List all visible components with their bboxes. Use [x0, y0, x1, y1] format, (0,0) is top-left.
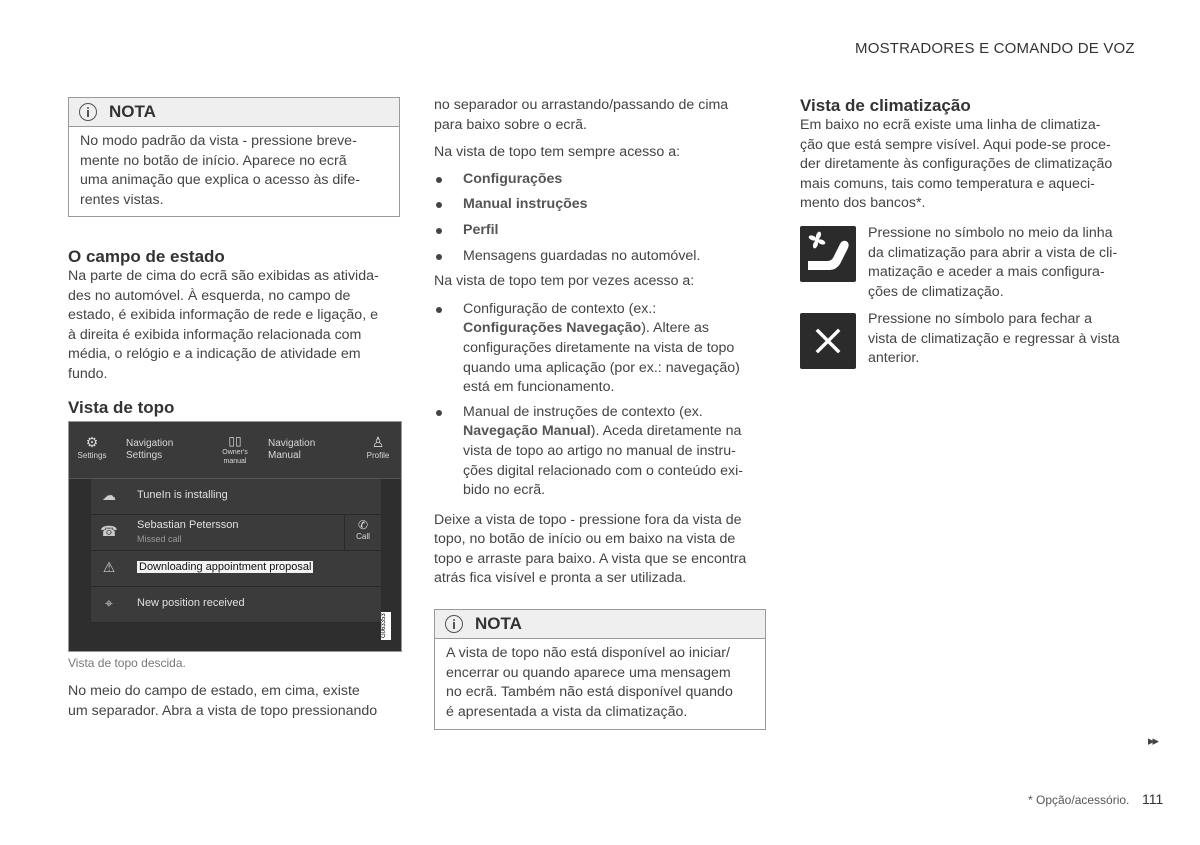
text-line: anterior. — [868, 350, 920, 367]
note-body — [69, 127, 399, 218]
text-line: para baixo sobre o ecrã. — [434, 116, 588, 133]
text-line: um separador. Abra a vista de topo pressionando — [68, 702, 378, 719]
note-line: mente no botão de início. Aparece no ecrã — [80, 152, 347, 169]
continue-arrows-icon: ▸▸ — [1148, 733, 1158, 748]
text-line: No meio do campo de estado, em cima, existe — [68, 683, 360, 699]
footnote: * Opção/acessório. — [1028, 793, 1130, 807]
top-view-tiles — [69, 422, 401, 479]
text-line: mais comuns, tais como temperatura e aqueci- — [800, 175, 1095, 192]
gear-icon: ⚙ — [85, 434, 99, 450]
text-line — [463, 319, 774, 339]
position-icon: ⌖ — [105, 595, 113, 611]
bold-term: Configurações Navegação — [463, 320, 642, 337]
bullet-configuracoes: Configurações — [434, 170, 774, 190]
bullet-manual-contexto — [434, 403, 774, 501]
note-body — [435, 639, 765, 730]
call-label: Call — [356, 532, 370, 541]
note-line: uma animação que explica o acesso às dife- — [80, 172, 360, 189]
text-line: da climatização para abrir a vista de cli- — [868, 244, 1118, 261]
row-text: Downloading appointment proposal — [139, 561, 312, 573]
text-line: ções digital relacionado com o conteúdo exi- — [463, 462, 743, 479]
notification-row — [91, 479, 381, 515]
notification-row — [91, 587, 381, 623]
note-line: rentes vistas. — [80, 191, 164, 208]
text-line: no separador ou arrastando/passando de cima — [434, 97, 729, 113]
text-line: Configuração de contexto (ex.: — [463, 300, 657, 317]
row-text: TuneIn is installing — [137, 489, 228, 501]
tile-label: Navigation — [268, 438, 316, 449]
text-line: fundo. — [68, 365, 108, 382]
note-line: A vista de topo não está disponível ao iniciar/ — [446, 645, 730, 661]
note-header — [69, 98, 399, 127]
column-2 — [434, 96, 774, 589]
bullet-perfil: Perfil — [434, 221, 774, 241]
text-line: Em baixo no ecrã existe uma linha de climatiza- — [800, 117, 1101, 133]
note-header — [435, 610, 765, 639]
text-line: des no automóvel. À esquerda, no campo de — [68, 287, 351, 304]
text-line: Deixe a vista de topo - pressione fora da vista de — [434, 511, 742, 528]
tile-label: Manual — [268, 450, 301, 461]
tile-label: Owner's — [222, 449, 248, 456]
image-code: G063353 — [381, 612, 391, 640]
tile-label: Navigation — [126, 438, 174, 449]
top-view-screenshot — [68, 421, 402, 652]
info-icon — [79, 103, 97, 121]
cloud-download-icon: ☁ — [102, 487, 116, 503]
text-line: topo e arraste para baixo. A vista que se encontra — [434, 550, 747, 567]
open-climate-text — [868, 224, 1148, 302]
tile-label: Profile — [366, 451, 390, 460]
text-line: Na vista de topo tem por vezes acesso a: — [434, 273, 695, 290]
text-line: ção que está sempre visível. Aqui pode-se proce- — [800, 136, 1111, 153]
section-climatizacao — [800, 96, 1145, 214]
row-text: New position received — [137, 597, 245, 609]
bullet-mensagens: Mensagens guardadas no automóvel. — [434, 247, 774, 267]
notification-row — [91, 551, 381, 587]
climate-fan-seat-icon — [800, 226, 856, 282]
note-title: NOTA — [475, 614, 522, 633]
row-subtext: Missed call — [137, 534, 182, 544]
bold-term: Navegação Manual — [463, 423, 591, 440]
text-line: der diretamente às configurações de climatização — [800, 156, 1113, 173]
col1-bottom-text — [68, 682, 408, 721]
tile-label: manual — [223, 458, 247, 465]
calendar-warning-icon: ⚠ — [102, 559, 116, 575]
note-title: NOTA — [109, 102, 156, 121]
text-line: estado, é exibida informação de rede e ligação, e — [68, 307, 378, 324]
tile-owners-manual — [215, 434, 255, 466]
note-line: é apresentada a vista da climatização. — [446, 703, 688, 720]
text-line: Pressione no símbolo no meio da linha — [868, 225, 1113, 241]
phone-icon: ✆ — [357, 518, 369, 532]
text-line: atrás fica visível e pronta a ser utilizada. — [434, 570, 687, 587]
text-line: Pressione no símbolo para fechar a — [868, 311, 1092, 327]
call-button — [344, 515, 381, 550]
text-line: matização e aceder a mais configura- — [868, 264, 1105, 281]
text-line: vista de climatização e regressar à vista — [868, 330, 1120, 347]
close-climate-text — [868, 310, 1148, 369]
section-campo-estado — [68, 247, 408, 385]
bullet-config-contexto — [434, 300, 774, 398]
text-line — [463, 422, 774, 442]
note-line: No modo padrão da vista - pressione breve- — [80, 133, 357, 149]
text-fragment: ). Altere as — [641, 320, 710, 337]
tile-settings — [75, 434, 109, 460]
text-line: bido no ecrã. — [463, 482, 546, 499]
text-line: mento dos bancos*. — [800, 195, 926, 212]
leave-paragraph — [434, 511, 774, 589]
text-line: está em funcionamento. — [463, 379, 615, 396]
missed-call-icon: ☎ — [100, 523, 118, 539]
text-line: ções de climatização. — [868, 283, 1004, 300]
page-header: MOSTRADORES E COMANDO DE VOZ — [855, 40, 1135, 57]
page-number: 111 — [1142, 791, 1164, 807]
person-icon: ♙ — [371, 434, 385, 450]
screenshot-caption: Vista de topo descida. — [68, 656, 186, 670]
tile-navigation-manual — [268, 438, 315, 462]
tile-label: Settings — [126, 450, 163, 461]
book-icon: ▯▯ — [228, 434, 242, 448]
tile-navigation-settings — [126, 438, 173, 462]
note-line: encerrar ou quando aparece uma mensagem — [446, 664, 731, 681]
notification-row — [91, 515, 381, 551]
note-box-1 — [68, 97, 400, 217]
section-heading-vista-topo: Vista de topo — [68, 398, 175, 417]
text-line: topo, no botão de início ou em baixo na vista de — [434, 531, 736, 548]
text-line: Manual de instruções de contexto (ex. — [463, 403, 703, 420]
section-heading: O campo de estado — [68, 247, 225, 266]
section-heading: Vista de climatização — [800, 96, 971, 115]
fan-seat-svg — [800, 226, 856, 282]
text-line: configurações diretamente na vista de topo — [463, 339, 735, 356]
text-line: à direita é exibida informação relacionada com — [68, 326, 362, 343]
text-line: média, o relógio e a indicação de atividade em — [68, 346, 361, 363]
close-icon — [800, 313, 856, 369]
bullet-manual: Manual instruções — [434, 195, 774, 215]
note-box-2 — [434, 609, 766, 730]
note-line: no ecrã. Também não está disponível quando — [446, 684, 733, 701]
text-line: vista de topo ao artigo no manual de instru- — [463, 442, 736, 459]
text-line: Na parte de cima do ecrã são exibidas as ativida- — [68, 268, 379, 284]
text-fragment: ). Aceda diretamente na — [590, 423, 742, 440]
tile-label: Settings — [77, 451, 107, 460]
tile-profile — [361, 434, 395, 460]
close-svg — [800, 313, 856, 369]
info-icon — [445, 615, 463, 633]
text-line: quando uma aplicação (por ex.: navegação) — [463, 359, 740, 376]
text-line: Na vista de topo tem sempre acesso a: — [434, 144, 681, 161]
row-text: Sebastian Petersson — [137, 519, 239, 531]
